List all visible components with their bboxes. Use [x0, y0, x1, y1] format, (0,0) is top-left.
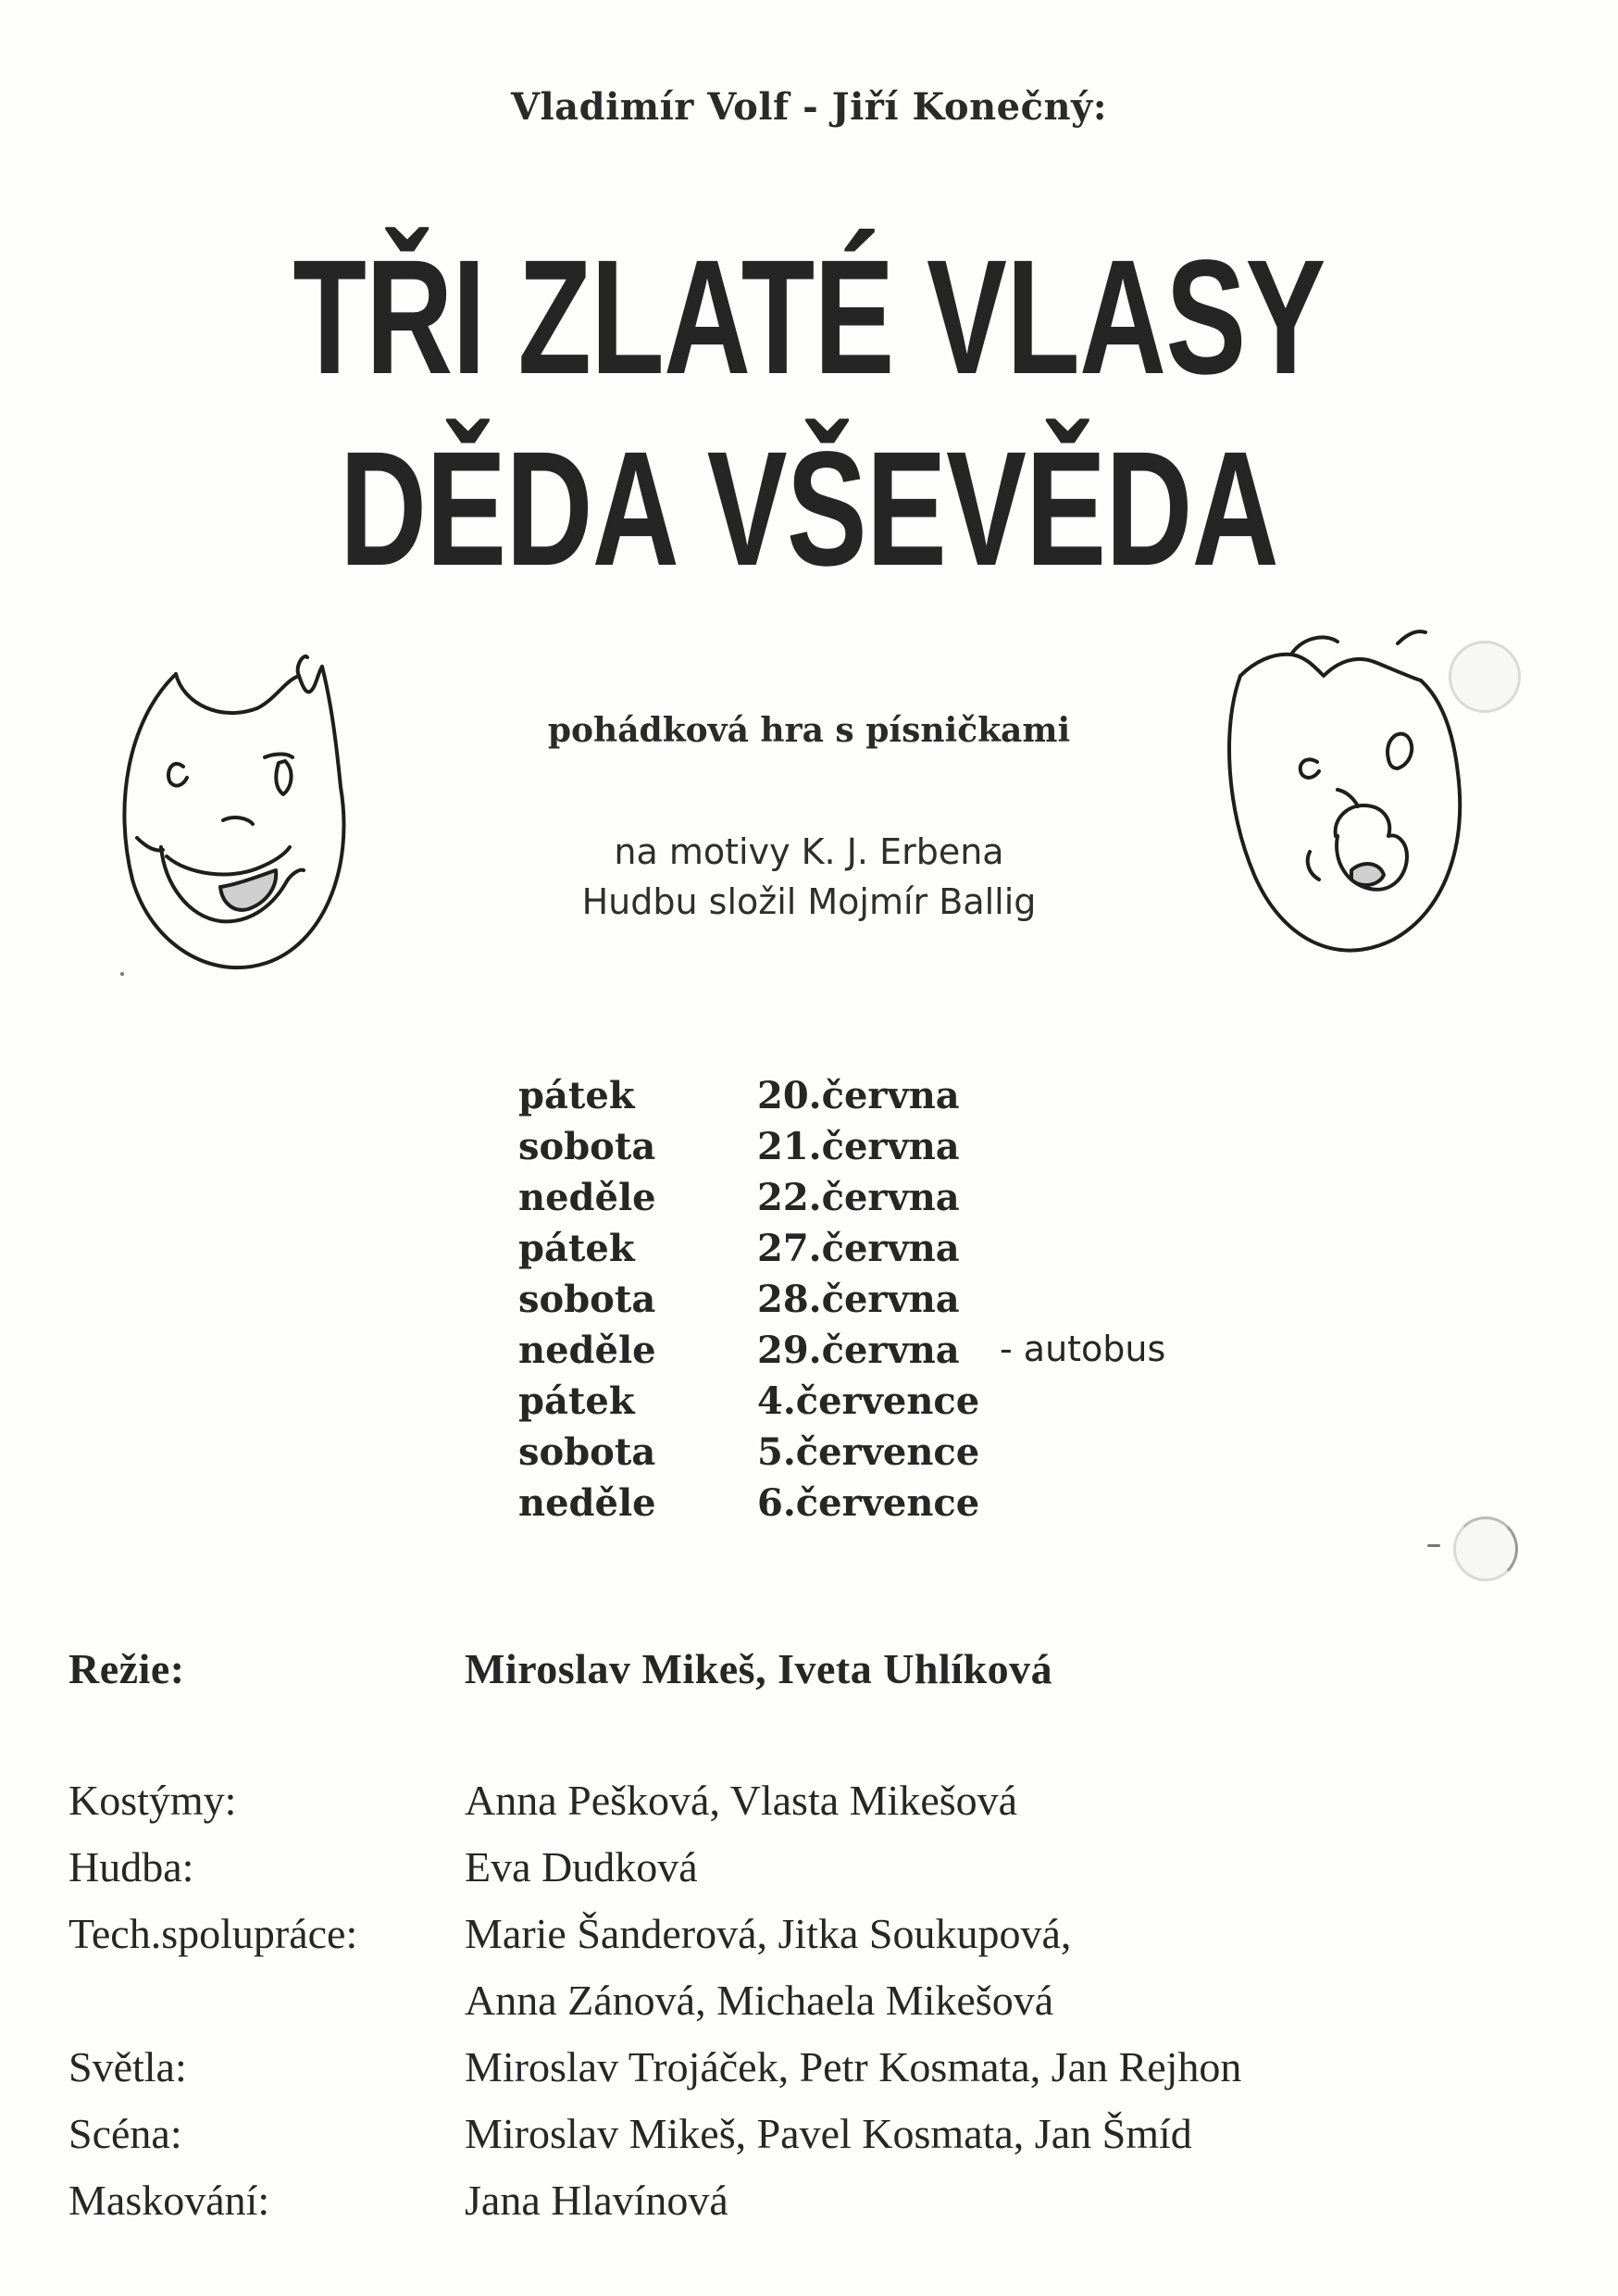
schedule-day: neděle [518, 1481, 656, 1525]
credit-role: Scéna: [68, 2110, 182, 2157]
schedule-day: pátek [518, 1379, 635, 1423]
credit-names: Miroslav Trojáček, Petr Kosmata, Jan Rejhon [465, 2043, 1242, 2090]
credit-role: Režie: [68, 1645, 185, 1692]
credit-role: Tech.spolupráce: [68, 1910, 358, 1957]
credit-role: Světla: [68, 2043, 187, 2090]
schedule-day: sobota [518, 1278, 656, 1321]
paper-speck [1427, 1544, 1440, 1547]
schedule-day: neděle [518, 1176, 656, 1219]
schedule-date: 27.června [757, 1227, 960, 1270]
tragedy-mask-icon [1199, 625, 1476, 967]
motif-line: na motivy K. J. Erbena [614, 831, 1004, 872]
title-line-1: TŘI ZLATÉ VLASY [292, 227, 1326, 408]
credit-names: Eva Dudková [465, 1843, 698, 1890]
punch-hole-mark [1449, 641, 1521, 713]
credit-names: Anna Pešková, Vlasta Mikešová [465, 1777, 1018, 1824]
schedule-date: 29.června [757, 1329, 960, 1372]
schedule-date: 20.června [757, 1074, 960, 1117]
credit-role: Kostýmy: [68, 1777, 237, 1824]
credit-role: Maskování: [68, 2177, 270, 2224]
authors-line: Vladimír Volf - Jiří Konečný: [510, 85, 1108, 129]
schedule-date: 5.července [757, 1430, 980, 1474]
comedy-mask-icon [109, 648, 359, 986]
subtitle: pohádková hra s písničkami [547, 711, 1071, 750]
schedule-day: sobota [518, 1430, 656, 1474]
credit-names: Anna Zánová, Michaela Mikešová [465, 1977, 1054, 2024]
music-line: Hudbu složil Mojmír Ballig [581, 881, 1037, 922]
schedule-date: 4.července [757, 1379, 980, 1423]
credit-names: Miroslav Mikeš, Iveta Uhlíková [465, 1645, 1053, 1692]
schedule-day: neděle [518, 1329, 656, 1372]
schedule-note: - autobus [1000, 1329, 1166, 1369]
credit-names: Marie Šanderová, Jitka Soukupová, [465, 1910, 1072, 1957]
credit-role: Hudba: [68, 1843, 194, 1890]
schedule-date: 21.června [757, 1125, 960, 1168]
schedule-day: sobota [518, 1125, 656, 1168]
credit-names: Miroslav Mikeš, Pavel Kosmata, Jan Šmíd [465, 2110, 1192, 2157]
schedule-date: 28.června [757, 1278, 960, 1321]
schedule-day: pátek [518, 1074, 635, 1117]
schedule-day: pátek [518, 1227, 635, 1270]
schedule-date: 6.července [757, 1481, 980, 1525]
schedule-date: 22.června [757, 1176, 960, 1219]
credit-names: Jana Hlavínová [465, 2177, 728, 2224]
title-line-2: DĚDA VŠEVĚDA [340, 418, 1278, 600]
paper-speck [120, 972, 124, 976]
punch-hole-mark [1453, 1516, 1518, 1581]
